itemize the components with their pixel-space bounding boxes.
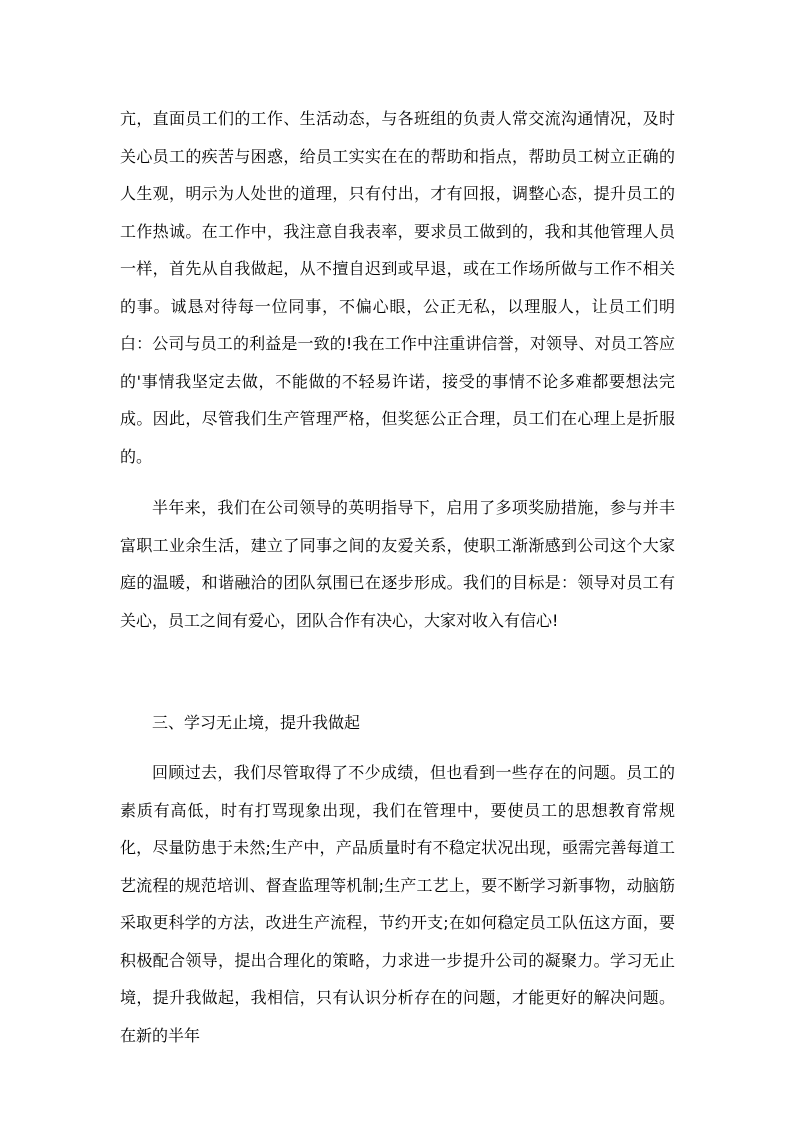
paragraph-employee-care: 亢，直面员工们的工作、生活动态，与各班组的负责人常交流沟通情况，及时关心员工的疾苦与困惑，给员工实实在在的帮助和指点，帮助员工树立正确的人生观，明示为人处世的道理，只有付出，才有回报，调整心态，提升员工的工作热诚。在工作中，我注意自我表率，要求员工做到的，我和其他管理人员一样，首先从自我做起，从不擅自迟到或早退，或在工作场所做与工作不相关的事。诚恳对待每一位同事，不偏心眼，公正无私，以理服人，让员工们明白：公司与员工的利益是一致的!我在工作中注重讲信誉，对领导、对员工答应的'事情我坚定去做，不能做的不轻易许诺，接受的事情不论多难都要想法完成。因此，尽管我们生产管理严格，但奖惩公正合理，员工们在心理上是折服的。	[120, 109, 675, 466]
section-heading: 三、学习无止境，提升我做起	[152, 713, 361, 732]
document-body	[120, 100, 675, 1054]
paragraph-review-problems: 回顾过去，我们尽管取得了不少成绩，但也看到一些存在的问题。员工的素质有高低，时有打骂现象出现，我们在管理中，要使员工的思想教育常规化，尽量防患于未然;生产中，产品质量时有不稳定状况出现，亟需完善每道工艺流程的规范培训、督查监理等机制;生产工艺上，要不断学习新事物，动脑筋采取更科学的方法，改进生产流程，节约开支;在如何稳定员工队伍这方面，要积极配合领导，提出合理化的策略，力求进一步提升公司的凝聚力。学习无止境，提升我做起，我相信，只有认识分析存在的问题，才能更好的解决问题。在新的半年	[120, 763, 675, 1045]
paragraph-team-building: 半年来，我们在公司领导的英明指导下，启用了多项奖励措施，参与并丰富职工业余生活，建立了同事之间的友爱关系，使职工渐渐感到公司这个大家庭的温暖，和谐融洽的团队氛围已在逐步形成。我们的目标是：领导对员工有关心，员工之间有爱心，团队合作有决心，大家对收入有信心!	[120, 498, 675, 630]
